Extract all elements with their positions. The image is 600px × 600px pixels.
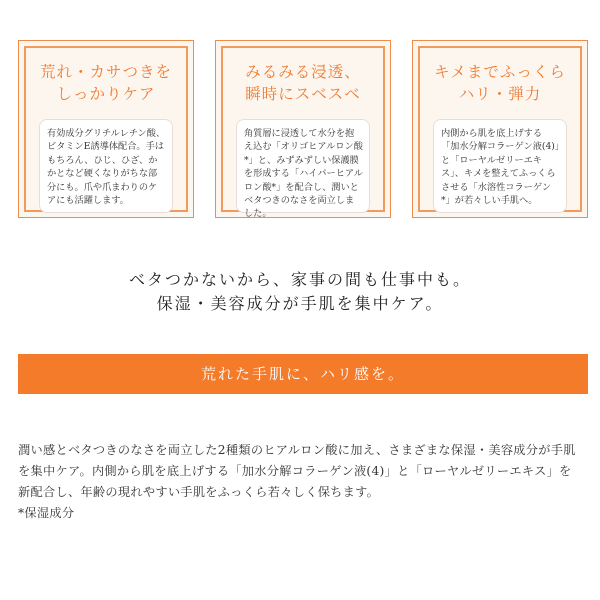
tagline xyxy=(0,268,600,316)
feature-card-inner xyxy=(228,53,378,220)
feature-card-title: みるみる浸透、 瞬時にスベスベ xyxy=(245,63,361,103)
tagline-line-1: ベタつかないから、家事の間も仕事中も。 xyxy=(128,270,471,289)
feature-card-inner xyxy=(31,53,181,205)
feature-card-text-box xyxy=(433,119,567,213)
feature-card-3 xyxy=(412,40,588,218)
headline-band: 荒れた手肌に、ハリ感を。 xyxy=(18,354,588,394)
feature-card-text-box xyxy=(236,119,370,220)
feature-card-1 xyxy=(18,40,194,218)
feature-card-inner xyxy=(425,53,575,205)
feature-cards xyxy=(18,40,588,220)
feature-card-text: 有効成分グリチルレチン酸、ビタミンE誘導体配合。手はもちろん、ひじ、ひざ、かかとなど硬くなりがちな部分にも。爪や爪まわりのケアにも活躍します。 xyxy=(47,128,166,207)
feature-card-2 xyxy=(215,40,391,218)
feature-card-title: 荒れ・カサつきを しっかりケア xyxy=(39,63,172,103)
feature-card-title: キメまでふっくら ハリ・弾力 xyxy=(434,63,566,103)
description xyxy=(18,440,584,524)
feature-card-text-box xyxy=(39,119,173,213)
footnote: *保湿成分 xyxy=(18,506,75,520)
feature-card-text: 内側から肌を底上げする「加水分解コラーゲン液(4)」と「ローヤルゼリーエキス」、キメを整えてふっくらさせる「水溶性コラーゲン*」が若々しい手肌へ。 xyxy=(441,128,560,207)
tagline-line-2: 保湿・美容成分が手肌を集中ケア。 xyxy=(156,294,444,313)
description-paragraph: 潤い感とベタつきのなさを両立した2種類のヒアルロン酸に加え、さまざまな保湿・美容成分が手肌を集中ケア。内側から肌を底上げする「加水分解コラーゲン液(4)」と「ローヤルゼリーエキス」を新配合し、年齢の現れやすい手肌をふっくら若々しく保ちます。 xyxy=(18,443,576,499)
feature-card-text: 角質層に浸透して水分を抱え込む「オリゴヒアルロン酸*」と、みずみずしい保護膜を形成する「ハイパーヒアルロン酸*」を配合し、潤いとベタつきのなさを両立しました。 xyxy=(244,128,363,220)
